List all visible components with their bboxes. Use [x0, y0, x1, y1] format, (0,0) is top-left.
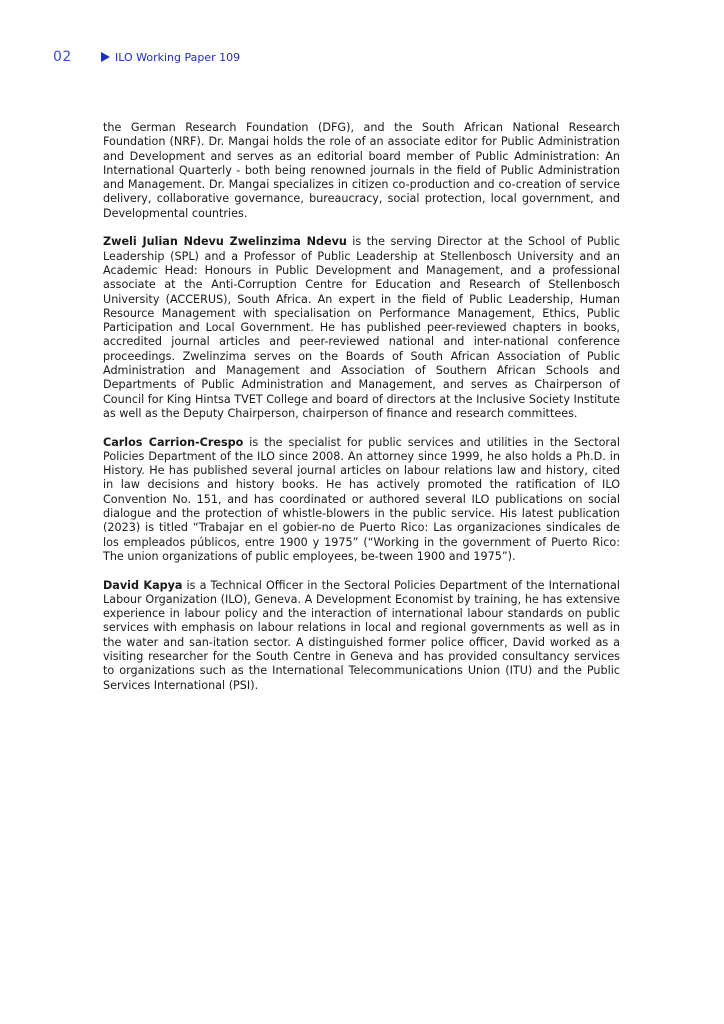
bio-text: the German Research Foundation (DFG), and the South African National Research Foundation (NRF). Dr. Mangai holds the role of an associate editor for Public Administration and Development and serves as an editorial board member of Public Administration: An International Quarterly - both being renowned journals in the field of Public Administration and Management. Dr. Mangai specializes in citizen co-production and co-creation of service delivery, collaborative governance, bureaucracy, social protection, local government, and Developmental countries.: [103, 121, 620, 220]
bio-paragraph-ndevu: [103, 235, 620, 421]
page-header: [53, 48, 240, 66]
bio-text: is the serving Director at the School of Public Leadership (SPL) and a Professor of Public Leadership at Stellenbosch University and an Academic Head: Honours in Public Development and Management, and a professional associate at the Anti-Corruption Centre for Education and Research of Stellenbosch University (ACCERUS), South Africa. An expert in the field of Public Leadership, Human Resource Management with specialisation on Performance Management, Ethics, Public Participation and Local Government. He has published peer-reviewed chapters in books, accredited journal articles and peer-reviewed national and inter-national conference proceedings. Zwelinzima serves on the Boards of South African Association of Public Administration and Management and Association of Southern African Schools and Departments of Public Administration and Management, and serves as Chairperson of Council for King Hintsa TVET College and board of directors at the Inclusive Society Institute as well as the Deputy Chairperson, chairperson of finance and research committees.: [103, 235, 620, 420]
bio-name: Carlos Carrion-Crespo: [103, 435, 244, 449]
bio-text: is the specialist for public services and utilities in the Sectoral Policies Department of the ILO since 2008. An attorney since 1999, he also holds a Ph.D. in History. He has published several journal articles on labour relations law and history, cited in law decisions and history books. He has actively promoted the ratification of ILO Convention No. 151, and has coordinated or authored several ILO publications on social dialogue and the protection of whistle-blowers in the public service. His latest publication (2023) is titled “Trabajar en el gobier-no de Puerto Rico: Las organizaciones sindicales de los empleados públicos, entre 1900 y 1975” (“Working in the government of Puerto Rico: The union organizations of public employees, be-tween 1900 and 1975”).: [103, 435, 620, 563]
bio-paragraph-carrion-crespo: [103, 436, 620, 565]
bio-paragraph-kapya: [103, 579, 620, 693]
triangle-bullet-icon: [101, 52, 110, 62]
bio-text: is a Technical Officer in the Sectoral Policies Department of the International Labour Organization (ILO), Geneva. A Development Economist by training, he has extensive experience in labour policy and the interaction of international labour standards on public services with emphasis on labour relations in local and regional governments as well as in the water and san-itation sector. A distinguished former police officer, David worked as a visiting researcher for the South Centre in Geneva and has provided consultancy services to organizations such as the International Telecommunications Union (ITU) and the Public Services International (PSI).: [103, 578, 621, 692]
bio-name: David Kapya: [103, 578, 183, 592]
bio-paragraph-continued: [103, 121, 620, 221]
page-number: 02: [53, 49, 72, 65]
bio-name: Zweli Julian Ndevu Zwelinzima Ndevu: [103, 235, 347, 249]
running-title: ILO Working Paper 109: [115, 50, 241, 64]
contributor-bios: [103, 121, 620, 707]
